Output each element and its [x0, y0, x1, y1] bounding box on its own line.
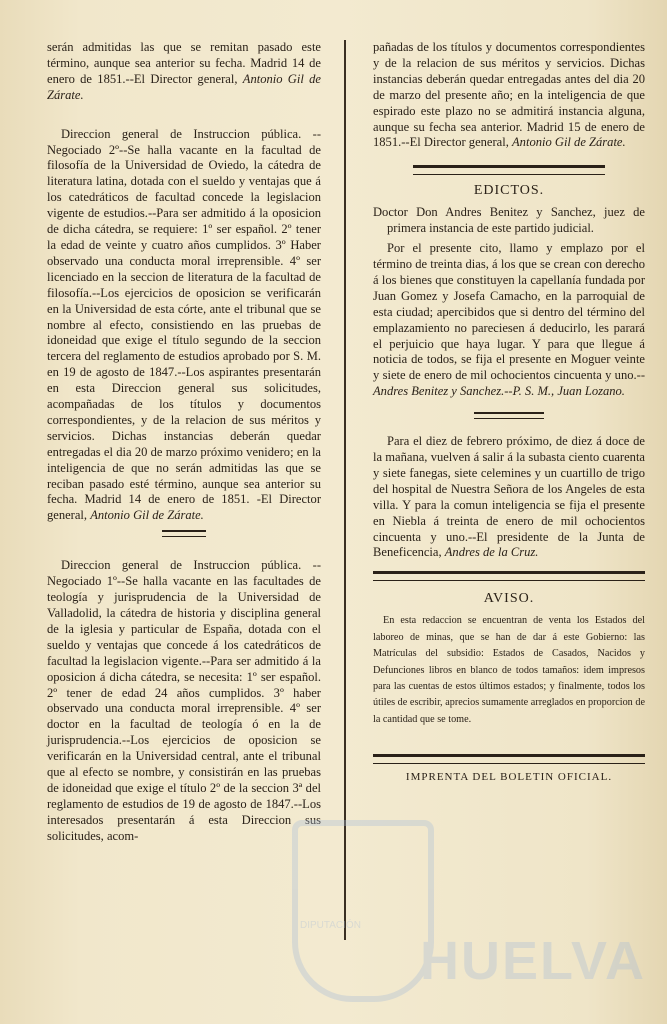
right-column — [373, 40, 645, 786]
edictos-heading: EDICTOS. — [473, 183, 545, 199]
ornament-divider — [373, 412, 645, 420]
signature: Andres Benitez y Sanchez.--P. S. M., Juan Lozano. — [373, 384, 625, 399]
signature: Antonio Gil de Zárate. — [90, 508, 204, 523]
double-rule — [373, 754, 645, 764]
subasta-notice — [373, 434, 645, 561]
watermark-text: HUELVA — [420, 931, 646, 991]
spacer — [47, 546, 321, 558]
aviso-heading: AVISO. — [483, 591, 535, 607]
ornament-divider — [413, 165, 605, 175]
ornament-divider — [47, 530, 321, 538]
imprenta-footer: IMPRENTA DEL BOLETIN OFICIAL. — [405, 771, 613, 784]
oviedo-notice-text: Direccion general de Instruccion pública. --Negociado 2º--Se halla vacante en la facultad de filosofía de la Universidad de Oviedo, la cátedra de literatura latina, dotada con el sueldo y ventajas que á los catedráticos de facultad concede la legislacion vigente de estudios.--Para ser admitido á la oposicion de dicha cátedra, se requiere: 1º ser español. 2º tener la edad de veinte y cuatro años cumplidos. 3º Haber observado una conducta moral irreprensible. 4º ser licenciado en la seccion de literatura de la facultad de filosofía.--Los ejercicios de oposicion se verificarán en la Universidad de esta córte, ante el tribunal que se nombre al efecto, consistiendo en las pruebas de idoneidad que exige el título segundo de la seccion tercera del reglamento de estudios aprobado por S. M. en 19 de agosto de 1847.--Los aspirantes presentarán en esta Direccion general sus solicitudes, acompañadas de los títulos y documentos correspondientes, y de la relacion de sus méritos y servicios. Dichas instancias deberán quedar entregadas el dia 20 de marzo próximo venidero; en la inteligencia de que no serán admitidas las que se reciban pasado esté término, aunque sea anterior su fecha. Madrid 14 de enero de 1851. -El Director general, — [47, 126, 321, 523]
watermark — [270, 820, 646, 1000]
edicto-intro: Doctor Don Andres Benitez y Sanchez, juez de primera instancia de este partido judicial. — [373, 205, 645, 236]
watermark-subtext: DIPUTACIÓN — [300, 920, 361, 931]
signature: Antonio Gil de Zárate. — [47, 71, 321, 102]
aviso-body: En esta redaccion se encuentran de venta los Estados del laboreo de minas, que se han de dar á este Gobierno: las Matrículas del subsidio: Estados de Casados, Nacidos y Defunciones libros en blanco de todos tamaños: idem impresos para las cuentas de estos últimos estados; y finalmente, todos los útiles de escribir, aprecios sumamente arreglados en proporcion de la cantidad que se tome. — [373, 615, 645, 725]
signature: Andres de la Cruz. — [444, 545, 539, 560]
valladolid-notice: Direccion general de Instruccion pública. --Negociado 1º--Se halla vacante en las facultades de teología y jurisprudencia de la Universidad de Valladolid, la cátedra de historia y disciplina general de la iglesia y particular de España, dotada con el sueldo y ventajas que concede á los catedráticos de facultad la legislacion vigente.--Para ser admitido á la oposicion á dicha cátedra, se necesita: 1º ser español. 2º tener de edad 24 años cumplidos. 3º haber observado una conducta moral irreprensible. 4º ser doctor en la facultad de teología ó en la de jurisprudencia.--Los ejercicios de oposicion se verificarán en la Universidad central, ante el tribunal que al efecto se nombre, y consistirán en las pruebas de idoneidad que exige el título 2º de la seccion 3ª del reglamento de estudios de 19 de agosto de 1847.--Los interesados presentarán á esta Direccion sus solicitudes, acom- — [47, 558, 321, 843]
oviedo-notice — [47, 127, 321, 525]
shield-icon — [292, 820, 434, 1002]
spacer — [47, 104, 321, 127]
signature: Antonio Gil de Zárate. — [512, 135, 626, 150]
column-divider — [344, 40, 346, 940]
continued-notice — [47, 40, 321, 104]
edicto-body — [373, 241, 645, 400]
continued-notice-right — [373, 40, 645, 151]
continued-notice-right-text: pañadas de los títulos y documentos correspondientes y de la relacion de sus méritos y servicios. Dichas instancias deberán quedar entregadas antes del dia 20 de marzo del presente año; en la inteligencia de que espirado este plazo no se admitirá instancia alguna, aunque su fecha sea anterior. Madrid 15 de enero de 1851.--El Director general, — [373, 40, 645, 150]
left-column — [47, 40, 321, 845]
subasta-body-text: Para el diez de febrero próximo, de diez á doce de la mañana, vuelven á salir á la subasta ciento cuarenta y siete fanegas, siete celemines y un cuartillo de trigo del hospital de Nuestra Señora de los Angeles de esta villa. Y para la comun inteligencia se fija el presente en Niebla á treinta de enero de mil ochocientos cincuenta y uno.--El presidente de la Junta de Beneficencia, — [373, 434, 645, 560]
double-rule — [373, 571, 645, 581]
edicto-body-text: Por el presente cito, llamo y emplazo por el término de treinta dias, á los que se crean con derecho á los bienes que constituyen la capellanía fundada por Juan Gomez y Josefa Camacho, en la parroquial de esta ciudad; apercibidos que si dentro del término del emplazamiento no pareciesen á deducirlo, les parará el perjuicio que haya lugar. Y para que llegue á noticia de todos, se fija el presente en Moguer veinte y siete de enero de mil ochocientos cincuenta y uno.-- — [373, 241, 645, 383]
continued-notice-text: serán admitidas las que se remitan pasado este término, aunque sea anterior su fecha. Madrid 14 de enero de 1851.--El Director general, — [47, 40, 321, 86]
